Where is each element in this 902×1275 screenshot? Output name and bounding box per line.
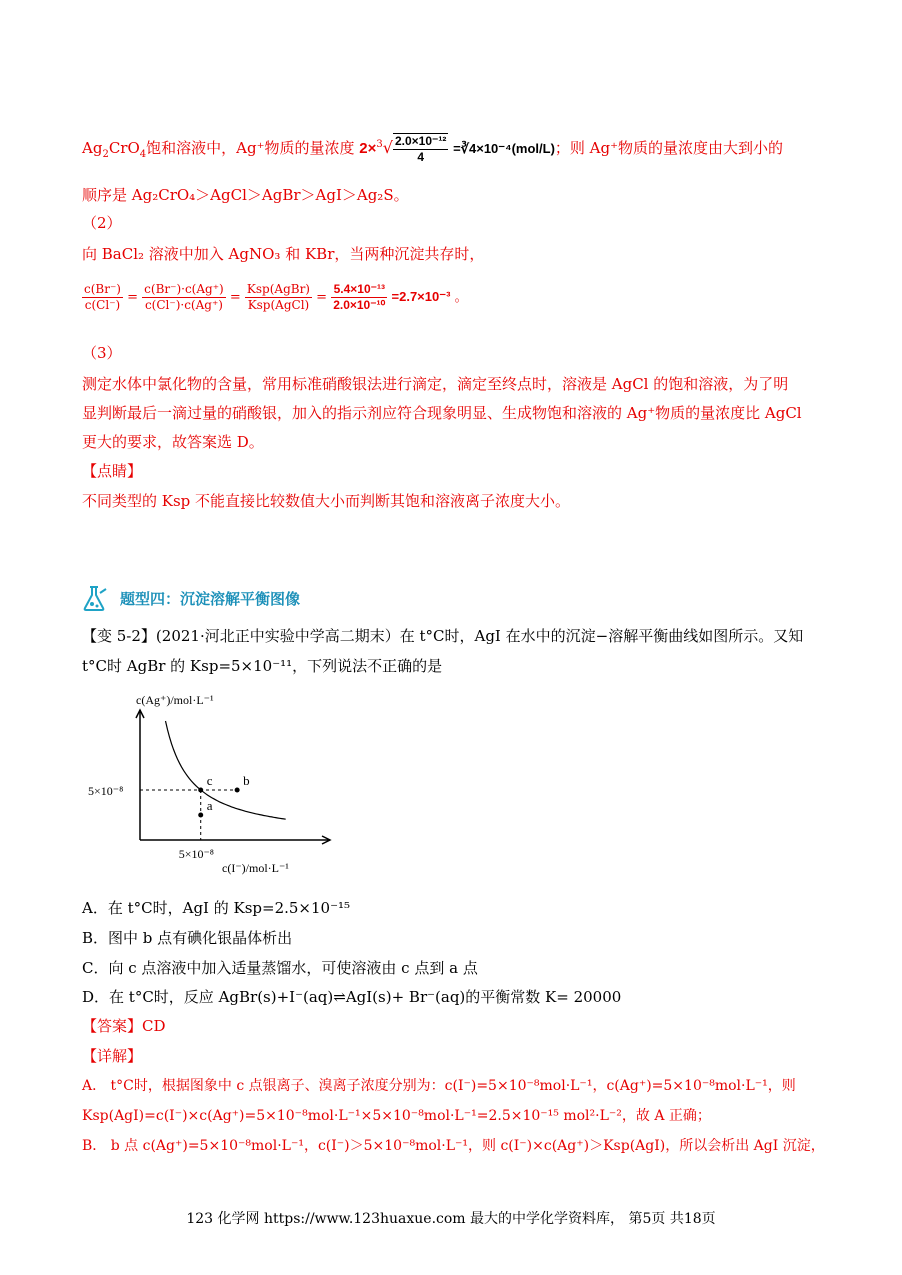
dianjing-text: 不同类型的 Ksp 不能直接比较数值大小而判断其饱和溶液离子浓度大小。 [82, 492, 571, 510]
footer: 123 化学网 https://www.123huaxue.com 最大的中学化学资料库， 第5页 共18页 [186, 1211, 716, 1227]
solubility-curve [166, 721, 286, 819]
option-c: C．向 c 点溶液中加入适量蒸馏水，可使溶液由 c 点到 a 点 [82, 959, 478, 977]
question-line2: t°C时 AgBr 的 Ksp=5×10⁻¹¹，下列说法不正确的是 [82, 657, 443, 675]
y-axis-label: c(Ag⁺)/mol·L⁻¹ [136, 693, 214, 707]
point-a [198, 813, 203, 818]
option-d: D．在 t°C时，反应 AgBr(s)+I⁻(aq)⇌AgI(s)+ Br⁻(aq)的平衡常数 K= 20000 [82, 988, 622, 1006]
point-c [198, 788, 203, 793]
answer: 【答案】CD [82, 1017, 166, 1035]
question-line1: 【变 5-2】(2021·河北正中实验中学高二期末）在 t°C时，AgI 在水中的沉淀−溶解平衡曲线如图所示。又知 [82, 627, 804, 645]
solubility-curve-chart [82, 690, 342, 880]
formula-fraction: $\frac{\text{2.0×10⁻¹²}}{4}$ [394, 134, 447, 164]
dianjing-label: 【点睛】 [82, 462, 143, 480]
p1-line2: 顺序是 Ag₂CrO₄＞AgCl＞AgBr＞AgI＞Ag₂S。 [82, 186, 409, 204]
formula-rhs: =∛4×10⁻⁴(mol/L) [453, 141, 555, 156]
explain-a2: Ksp(AgI)=c(I⁻)×c(Ag⁺)=5×10⁻⁸mol·L⁻¹×5×10⁻⁸mol·L⁻¹=2.5×10⁻¹⁵ mol²·L⁻²，故 A 正确； [82, 1108, 711, 1124]
p2-line: 向 BaCl₂ 溶液中加入 AgNO₃ 和 KBr，当两种沉淀共存时， [82, 245, 485, 263]
p2-label: （2） [82, 214, 122, 232]
option-a: A．在 t°C时，AgI 的 Ksp=2.5×10⁻¹⁵ [82, 899, 351, 917]
point-label-a: a [206, 798, 213, 813]
frac-2: $\frac{c(Br^-)\cdot c(Ag^+)}{c(Cl^-)\cdot c(Ag^+)}$ [144, 282, 224, 312]
p3-line1: 测定水体中氯化物的含量，常用标准硝酸银法进行滴定，滴定至终点时，溶液是 AgCl 的饱和溶液，为了明 [82, 375, 789, 393]
x-tick-label: 5×10⁻⁸ [178, 847, 215, 861]
point-b [235, 788, 240, 793]
flask-icon [80, 583, 110, 613]
section-title: 题型四：沉淀溶解平衡图像 [120, 590, 301, 608]
formula-coef: 2× [359, 140, 377, 157]
point-label-c: c [206, 773, 213, 788]
p2-formula: $\frac{c(Br^-)}{c(Cl^-)}$ = $\frac{c(Br^-)\cdot c(Ag^+)}{c(Cl^-)\cdot c(Ag^+)}$ = $\frac{\text{Ksp(AgBr)}}{\text{Ksp(AgCl)}}$ = $\frac{\text{5.4×10⁻¹³}}{\text{2.0×10⁻¹⁰}}$ =2.7×10⁻³ 。 [84, 282, 468, 312]
option-b: B．图中 b 点有碘化银晶体析出 [82, 929, 293, 947]
explain-a1: A． t°C时，根据图象中 c 点银离子、溴离子浓度分别为：c(I⁻)=5×10⁻⁸mol·L⁻¹，c(Ag⁺)=5×10⁻⁸mol·L⁻¹，则 [82, 1078, 796, 1094]
x-axis-label: c(I⁻)/mol·L⁻¹ [222, 861, 289, 875]
p3-line3: 更大的要求，故答案选 D。 [82, 433, 264, 451]
explain-label: 【详解】 [82, 1047, 143, 1065]
explain-b1: B． b 点 c(Ag⁺)=5×10⁻⁸mol·L⁻¹，c(I⁻)＞5×10⁻⁸mol·L⁻¹，则 c(I⁻)×c(Ag⁺)＞Ksp(AgI)，所以会析出 AgI 沉淀， [82, 1138, 825, 1154]
point-label-b: b [243, 773, 250, 788]
p3-label: （3） [82, 344, 122, 362]
frac-3: $\frac{\text{Ksp(AgBr)}}{\text{Ksp(AgCl)}}$ [246, 282, 310, 312]
p3-line2: 显判断最后一滴过量的硝酸银，加入的指示剂应符合现象明显、生成物饱和溶液的 Ag⁺物质的量浓度比 AgCl [82, 404, 802, 422]
p1-line1: $Ag_2CrO_4$饱和溶液中，Ag⁺物质的量浓度 2×$^3$√ $\frac{\text{2.0×10⁻¹²}}{4}$ =∛4×10⁻⁴(mol/L)；则 Ag⁺物质的量浓度由大到小的 [82, 134, 784, 164]
y-tick-label: 5×10⁻⁸ [88, 784, 124, 798]
frac-4: $\frac{\text{5.4×10⁻¹³}}{\text{2.0×10⁻¹⁰}}$ [333, 282, 386, 312]
frac-1: $\frac{c(Br^-)}{c(Cl^-)}$ [84, 282, 121, 312]
